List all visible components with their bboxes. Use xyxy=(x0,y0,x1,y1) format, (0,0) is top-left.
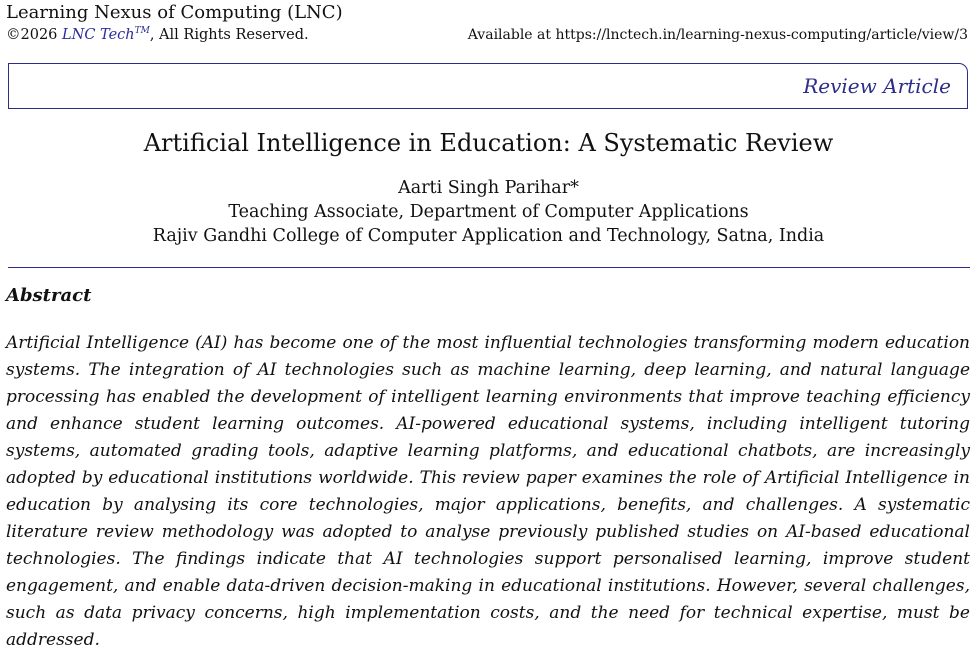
copyright-prefix: ©2026 xyxy=(6,26,58,43)
author-role: Teaching Associate, Department of Computer Applications xyxy=(228,202,749,222)
article-title: Artificial Intelligence in Education: A Systematic Review xyxy=(143,129,834,157)
trademark-mark: TM xyxy=(134,26,150,36)
article-type-label: Review Article xyxy=(803,74,951,98)
journal-name: Learning Nexus of Computing (LNC) xyxy=(6,2,343,23)
article-url[interactable]: Available at https://lnctech.in/learning-nexus-computing/article/view/3 xyxy=(467,27,968,43)
copyright-line xyxy=(6,26,309,43)
abstract-body: Artificial Intelligence (AI) has become one of the most influential technologies transforming modern education systems. The integration of AI technologies such as machine learning, deep learning, and natural language processing has enabled the development of intelligent learning environments that improve teaching efficiency and enhance student learning outcomes. AI-powered educational systems, including intelligent tutoring systems, automated grading tools, adaptive learning platforms, and educational chatbots, are increasingly adopted by educational institutions worldwide. This review paper examines the role of Artificial Intelligence in education by analysing its core technologies, major applications, benefits, and challenges. A systematic literature review methodology was adopted to analyse previously published studies on AI-based educational technologies. The findings indicate that AI technologies support personalised learning, improve student engagement, and enable data-driven decision-making in educational institutions. However, several challenges, such as data privacy concerns, high implementation costs, and the need for technical expertise, must be addressed. xyxy=(6,333,970,650)
author-name: Aarti Singh Parihar* xyxy=(398,178,579,198)
author-institution: Rajiv Gandhi College of Computer Application and Technology, Satna, India xyxy=(152,226,825,246)
section-divider xyxy=(8,267,970,268)
article-type-box xyxy=(8,63,968,109)
publisher-label: LNC Tech xyxy=(62,26,135,43)
author-block xyxy=(0,176,977,248)
publisher-name xyxy=(62,27,150,43)
copyright-suffix: , All Rights Reserved. xyxy=(149,26,309,43)
abstract-heading: Abstract xyxy=(6,285,92,306)
